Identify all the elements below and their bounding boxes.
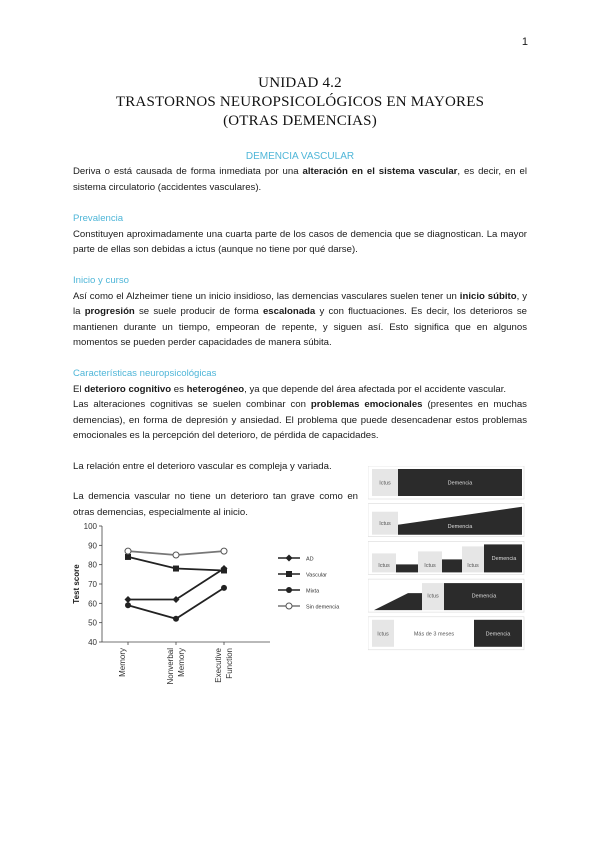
intro-bold: alteración en el sistema vascular bbox=[302, 166, 458, 177]
caracteristicas-section bbox=[73, 366, 527, 444]
interval-label: Más de 3 meses bbox=[413, 631, 455, 638]
demencia-label: Demencia bbox=[485, 631, 511, 638]
legend-label: Sin demencia bbox=[306, 604, 340, 611]
x-tick-label: Nonverbal bbox=[166, 648, 175, 685]
title-line-1: UNIDAD 4.2 bbox=[258, 75, 342, 91]
ictus-box-2 bbox=[418, 551, 442, 572]
relacion-paragraph bbox=[73, 459, 353, 475]
data-point bbox=[173, 552, 179, 558]
demencia-label: Demencia bbox=[447, 524, 473, 531]
data-point bbox=[125, 596, 132, 603]
step-bar bbox=[396, 564, 418, 572]
data-point bbox=[173, 616, 179, 622]
line-chart bbox=[60, 518, 350, 693]
intro-text-2: , es decir, en el sistema circulatorio (accidentes vasculares). bbox=[73, 166, 527, 193]
y-tick-label: 100 bbox=[83, 522, 97, 531]
ictus-label-2: Ictus bbox=[424, 562, 436, 569]
demencia-label: Demencia bbox=[471, 593, 497, 600]
data-point bbox=[125, 548, 131, 554]
ictus-label: Ictus bbox=[377, 631, 389, 638]
step-bar-2 bbox=[442, 559, 462, 572]
caracteristicas-heading: Características neuropsicológicas bbox=[73, 368, 217, 379]
y-axis-label: Test score bbox=[72, 564, 81, 604]
page-number: 1 bbox=[521, 36, 528, 48]
x-tick-label: Memory bbox=[118, 648, 127, 677]
series-line-ad bbox=[128, 569, 224, 600]
series-line-mixta bbox=[128, 588, 224, 619]
caracteristicas-p1: El deterioro cognitivo es heterogéneo, ya que depende del área afectada por el accidente vascular. bbox=[73, 383, 507, 395]
prevalencia-section bbox=[73, 211, 527, 258]
data-point bbox=[125, 602, 131, 608]
title-line-3: (OTRAS DEMENCIAS) bbox=[223, 113, 377, 129]
x-tick-label: Function bbox=[225, 648, 234, 679]
ictus-label: Ictus bbox=[379, 480, 391, 487]
demencia-label: Demencia bbox=[491, 555, 517, 562]
legend-label: Vascular bbox=[306, 572, 327, 579]
ictus-label: Ictus bbox=[379, 521, 391, 528]
legend-marker bbox=[286, 603, 292, 609]
main-section-title bbox=[73, 149, 527, 165]
data-point bbox=[221, 585, 227, 591]
y-tick-label: 80 bbox=[88, 560, 97, 570]
title-line-2: TRASTORNOS NEUROPSICOLÓGICOS EN MAYORES bbox=[115, 94, 485, 110]
data-point bbox=[125, 554, 131, 560]
legend-marker bbox=[286, 587, 292, 593]
legend-label: AD bbox=[306, 556, 314, 563]
inicio-section bbox=[73, 273, 527, 351]
data-point bbox=[221, 567, 227, 573]
intro-text: Deriva o está causada de forma inmediata por una bbox=[73, 166, 303, 177]
x-tick-label: Memory bbox=[177, 648, 186, 677]
y-tick-label: 70 bbox=[88, 580, 97, 589]
demencia-label: Demencia bbox=[447, 480, 473, 487]
ictus-label-3: Ictus bbox=[467, 562, 479, 569]
y-tick-label: 90 bbox=[88, 541, 97, 551]
data-point bbox=[173, 566, 179, 572]
ictus-label: Ictus bbox=[378, 562, 390, 569]
relacion-text: La relación entre el deterioro vascular es compleja y variada. bbox=[73, 461, 332, 472]
prevalencia-heading: Prevalencia bbox=[73, 213, 124, 224]
legend-label: Mixta bbox=[306, 588, 320, 595]
y-tick-label: 60 bbox=[88, 599, 97, 609]
intro-paragraph bbox=[73, 164, 527, 195]
inicio-heading: Inicio y curso bbox=[73, 275, 129, 286]
x-tick-label: Executive bbox=[214, 648, 223, 683]
prevalencia-text: Constituyen aproximadamente una cuarta parte de los casos de demencia que se diagnostican. La mayor parte de ellas son debidas a ictus (aunque no tiene por qué darse). bbox=[73, 228, 527, 255]
inicio-text: Así como el Alzheimer tiene un inicio insidioso, las demencias vasculares suelen tener un inicio súbito, y la progresión se suele producir de forma escalonada y con fluctuaciones. Es decir, los deterioros se mantienen durante un tiempo, empeoran de repente, y siguen así. Esto significa que en algunos momentos se pueden perder capacidades de manera súbita. bbox=[73, 290, 528, 348]
vascular-note-paragraph bbox=[73, 489, 358, 520]
legend-marker bbox=[286, 555, 293, 562]
vascular-note-text: La demencia vascular no tiene un deterioro tan grave como en otras demencias, especialmente al inicio. bbox=[73, 491, 358, 518]
y-tick-label: 50 bbox=[88, 618, 97, 628]
y-tick-label: 40 bbox=[88, 638, 97, 647]
legend-marker bbox=[286, 571, 292, 577]
data-point bbox=[221, 548, 227, 554]
ictus-label: Ictus bbox=[427, 593, 439, 600]
caracteristicas-p2: Las alteraciones cognitivas se suelen combinar con problemas emocionales (presentes en muchas demencias), en forma de depresión y ansiedad. El problema que puede desencadenar estos problemas emocionales es la percepción del deterioro, de pérdida de capacidades. bbox=[73, 399, 527, 441]
section-heading-demencia-vascular: DEMENCIA VASCULAR bbox=[245, 151, 355, 162]
ictus-demencia-diagram bbox=[368, 466, 528, 662]
page-title bbox=[0, 74, 600, 131]
